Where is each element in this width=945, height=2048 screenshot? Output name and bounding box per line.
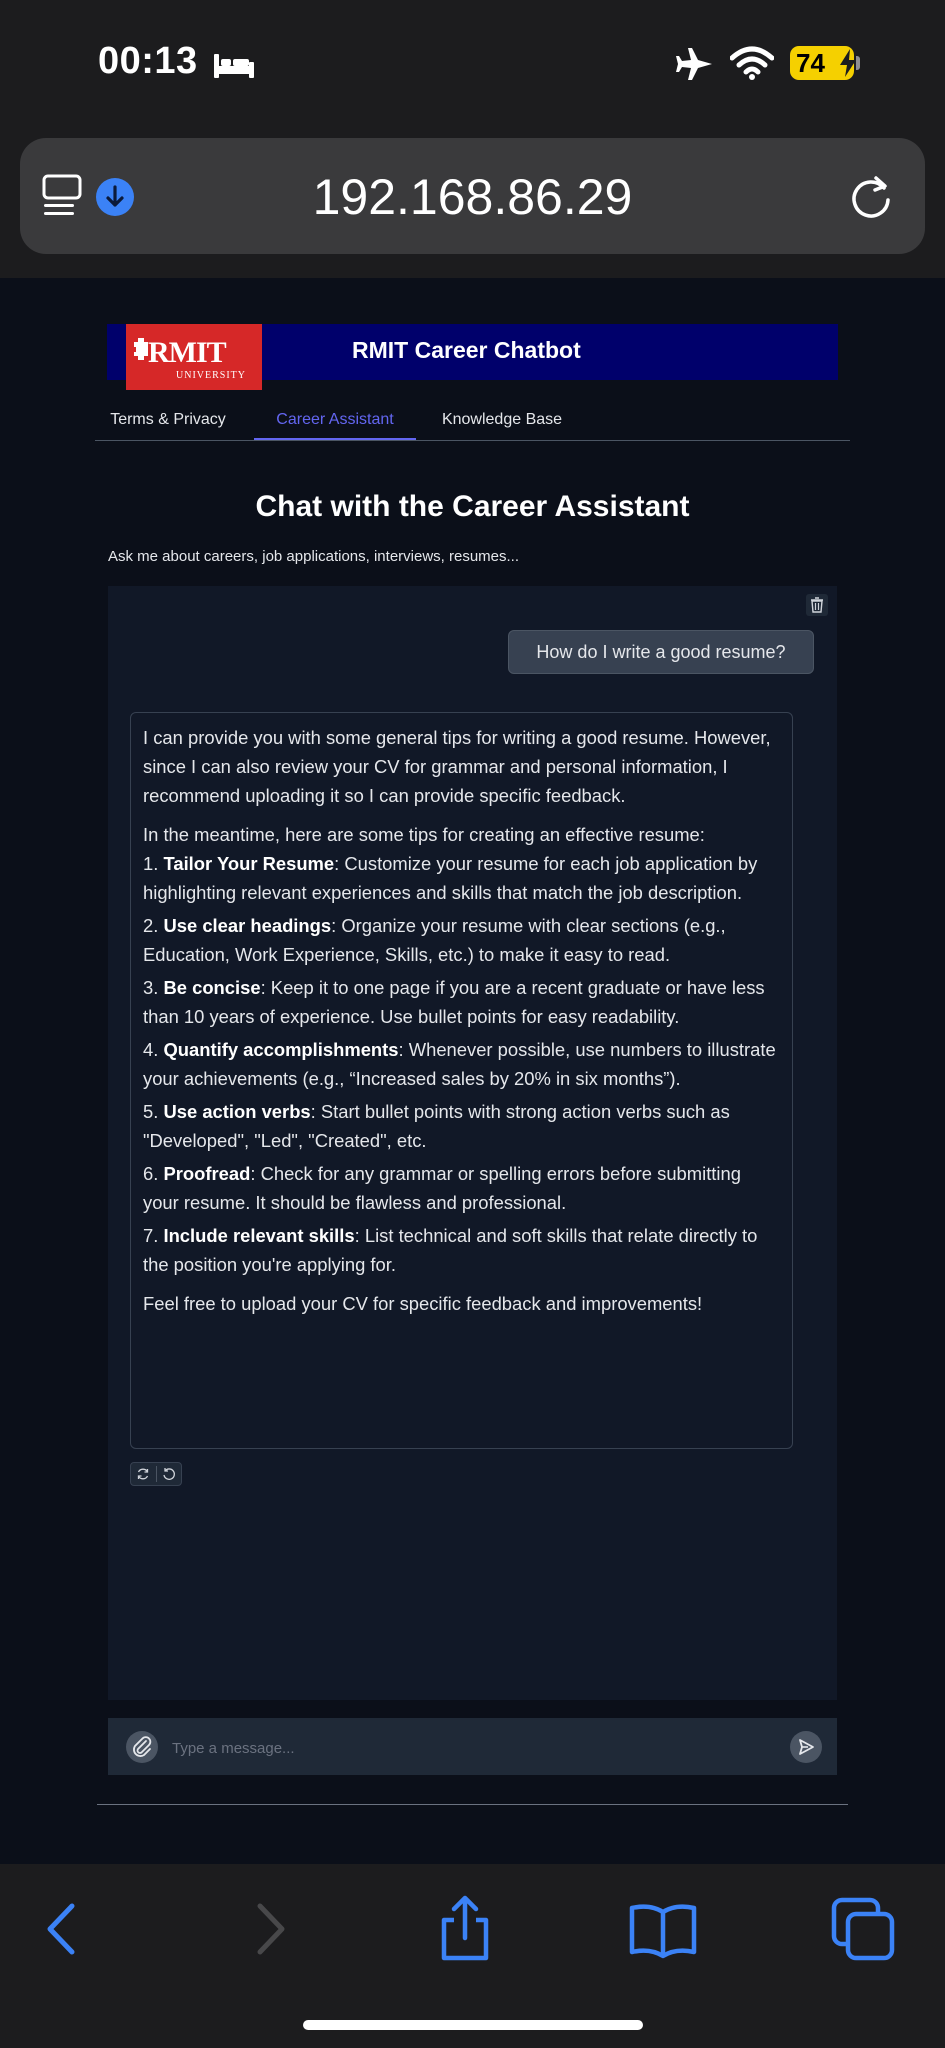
clear-chat-button[interactable] [806, 594, 828, 616]
status-time: 00:13 [98, 40, 198, 82]
battery-cap [856, 56, 860, 70]
app-title: RMIT Career Chatbot [352, 337, 581, 363]
tip-text: : Customize your resume for each job application by highlighting relevant experiences and skills that match the job description. [143, 853, 758, 903]
message-input[interactable] [170, 1730, 734, 1766]
bookmarks-icon[interactable] [628, 1894, 698, 1964]
chat-panel[interactable] [108, 586, 837, 1700]
tip-number: 3. [143, 977, 159, 998]
send-icon [790, 1731, 822, 1763]
tip-text: : Start bullet points with strong action verbs such as "Developed", "Led", "Created", etc. [143, 1101, 730, 1151]
charging-bolt-icon [838, 49, 858, 77]
share-icon[interactable] [430, 1894, 500, 1964]
tip-text: : Whenever possible, use numbers to illustrate your achievements (e.g., “Increased sales by 20% in six months”). [143, 1039, 776, 1089]
web-page [0, 278, 945, 1864]
forward-icon[interactable] [234, 1894, 304, 1964]
back-icon[interactable] [28, 1894, 98, 1964]
assistant-message [130, 712, 793, 1449]
tip-title: Include relevant skills [163, 1225, 355, 1246]
tabs-icon[interactable] [828, 1894, 898, 1964]
wifi-icon [730, 46, 774, 80]
message-actions [130, 1462, 182, 1486]
tip-title: Use action verbs [163, 1101, 311, 1122]
retry-icon[interactable] [135, 1466, 151, 1482]
tab-terms-privacy[interactable]: Terms & Privacy [110, 411, 226, 428]
assistant-intro: I can provide you with some general tips for writing a good resume. However, since I can also review your CV for grammar and personal information, I recommend uploading it so I can provide specific feedback. [143, 727, 771, 806]
browser-toolbar [0, 1864, 945, 2048]
chat-heading: Chat with the Career Assistant [255, 490, 690, 523]
tip-text: : Keep it to one page if you are a recent graduate or have less than 10 years of experience. Use bullet points for easy readability. [143, 977, 765, 1027]
tip-item [143, 849, 780, 907]
tip-item [143, 973, 780, 1031]
rmit-logo [126, 324, 262, 390]
tip-text: : Check for any grammar or spelling errors before submitting your resume. It should be flawless and professional. [143, 1163, 741, 1213]
url-text[interactable]: 192.168.86.29 [312, 169, 633, 225]
tip-title: Be concise [163, 977, 261, 998]
tab-career-assistant[interactable]: Career Assistant [254, 402, 416, 440]
attach-button[interactable] [126, 1731, 158, 1763]
message-composer [108, 1718, 837, 1775]
tip-item [143, 1097, 780, 1155]
battery-level: 74 [796, 48, 825, 78]
airplane-icon [676, 46, 714, 82]
tip-text: : List technical and soft skills that relate directly to the position you're applying for. [143, 1225, 758, 1275]
user-message: How do I write a good resume? [508, 630, 814, 674]
tip-number: 4. [143, 1039, 159, 1060]
tip-item [143, 1035, 780, 1093]
home-indicator [303, 2020, 643, 2030]
tip-number: 5. [143, 1101, 159, 1122]
assistant-closing: Feel free to upload your CV for specific feedback and improvements! [143, 1293, 703, 1314]
tip-title: Quantify accomplishments [163, 1039, 399, 1060]
undo-icon[interactable] [161, 1466, 177, 1482]
tip-title: Proofread [163, 1163, 251, 1184]
tip-item [143, 911, 780, 969]
tip-number: 6. [143, 1163, 159, 1184]
tab-bar [95, 402, 850, 441]
tip-title: Use clear headings [163, 915, 332, 936]
trash-icon [806, 594, 828, 616]
assistant-lead: In the meantime, here are some tips for creating an effective resume: [143, 824, 705, 845]
bed-icon [214, 52, 254, 78]
battery-icon [790, 46, 854, 80]
header-banner [107, 324, 838, 380]
paperclip-icon [126, 1731, 158, 1763]
browser-top-chrome [0, 0, 945, 278]
reload-icon[interactable] [848, 172, 894, 220]
tip-item [143, 1159, 780, 1217]
tip-text: : Organize your resume with clear sections (e.g., Education, Work Experience, Skills, etc.) to make it easy to read. [143, 915, 726, 965]
tab-knowledge-base[interactable]: Knowledge Base [441, 411, 563, 428]
rmit-pixel-icon [134, 338, 148, 360]
chat-subheading: Ask me about careers, job applications, interviews, resumes... [108, 548, 520, 565]
tip-number: 2. [143, 915, 159, 936]
tip-number: 1. [143, 853, 159, 874]
tip-title: Tailor Your Resume [163, 853, 335, 874]
footer-divider [97, 1804, 848, 1805]
tip-number: 7. [143, 1225, 159, 1246]
logo-sub: UNIVERSITY [176, 370, 246, 381]
logo-word: RMIT [148, 336, 226, 369]
address-bar[interactable] [20, 138, 925, 254]
send-button[interactable] [790, 1731, 822, 1763]
action-divider [156, 1466, 157, 1482]
tip-item [143, 1221, 780, 1279]
